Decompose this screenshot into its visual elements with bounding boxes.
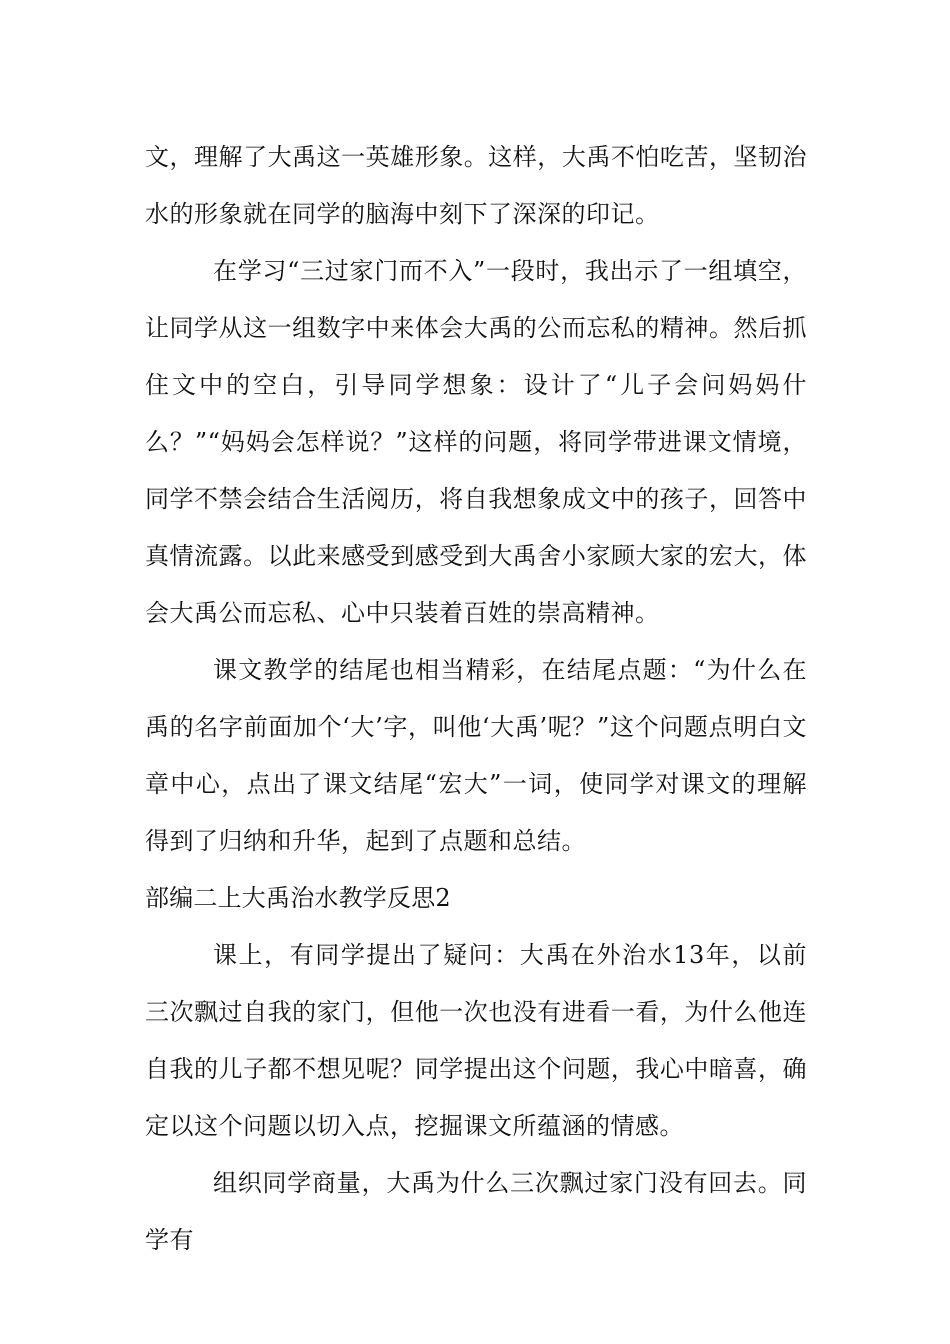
paragraph-continuation: 文，理解了大禹这一英雄形象。这样，大禹不怕吃苦，坚韧治水的形象就在同学的脑海中刻下了深深的印记。 (145, 143, 807, 228)
paragraph-ending: 课文教学的结尾也相当精彩，在结尾点题：“为什么在禹的名字前面加个‘大’字，叫他‘大禹’呢？”这个问题点明白文章中心，点出了课文结尾“宏大”一词，使同学对课文的理解得到了归纳和升华，起到了点题和总结。 (145, 656, 807, 855)
document-body (145, 129, 807, 1269)
section-heading: 部编二上大禹治水教学反思2 (145, 884, 451, 912)
paragraph-discussion: 组织同学商量，大禹为什么三次飘过家门没有回去。同学有 (145, 1169, 807, 1254)
paragraph-question: 课上，有同学提出了疑问：大禹在外治水13年，以前三次飘过自我的家门，但他一次也没有进看一看，为什么他连自我的儿子都不想见呢？同学提出这个问题，我心中暗喜，确定以这个问题以切入点，挖掘课文所蕴涵的情感。 (145, 941, 807, 1140)
paragraph-three-passes: 在学习“三过家门而不入”一段时，我出示了一组填空，让同学从这一组数字中来体会大禹的公而忘私的精神。然后抓住文中的空白，引导同学想象：设计了“儿子会问妈妈什么？”“妈妈会怎样说？”这样的问题，将同学带进课文情境，同学不禁会结合生活阅历，将自我想象成文中的孩子，回答中真情流露。以此来感受到感受到大禹舍小家顾大家的宏大，体会大禹公而忘私、心中只装着百姓的崇高精神。 (145, 257, 807, 627)
